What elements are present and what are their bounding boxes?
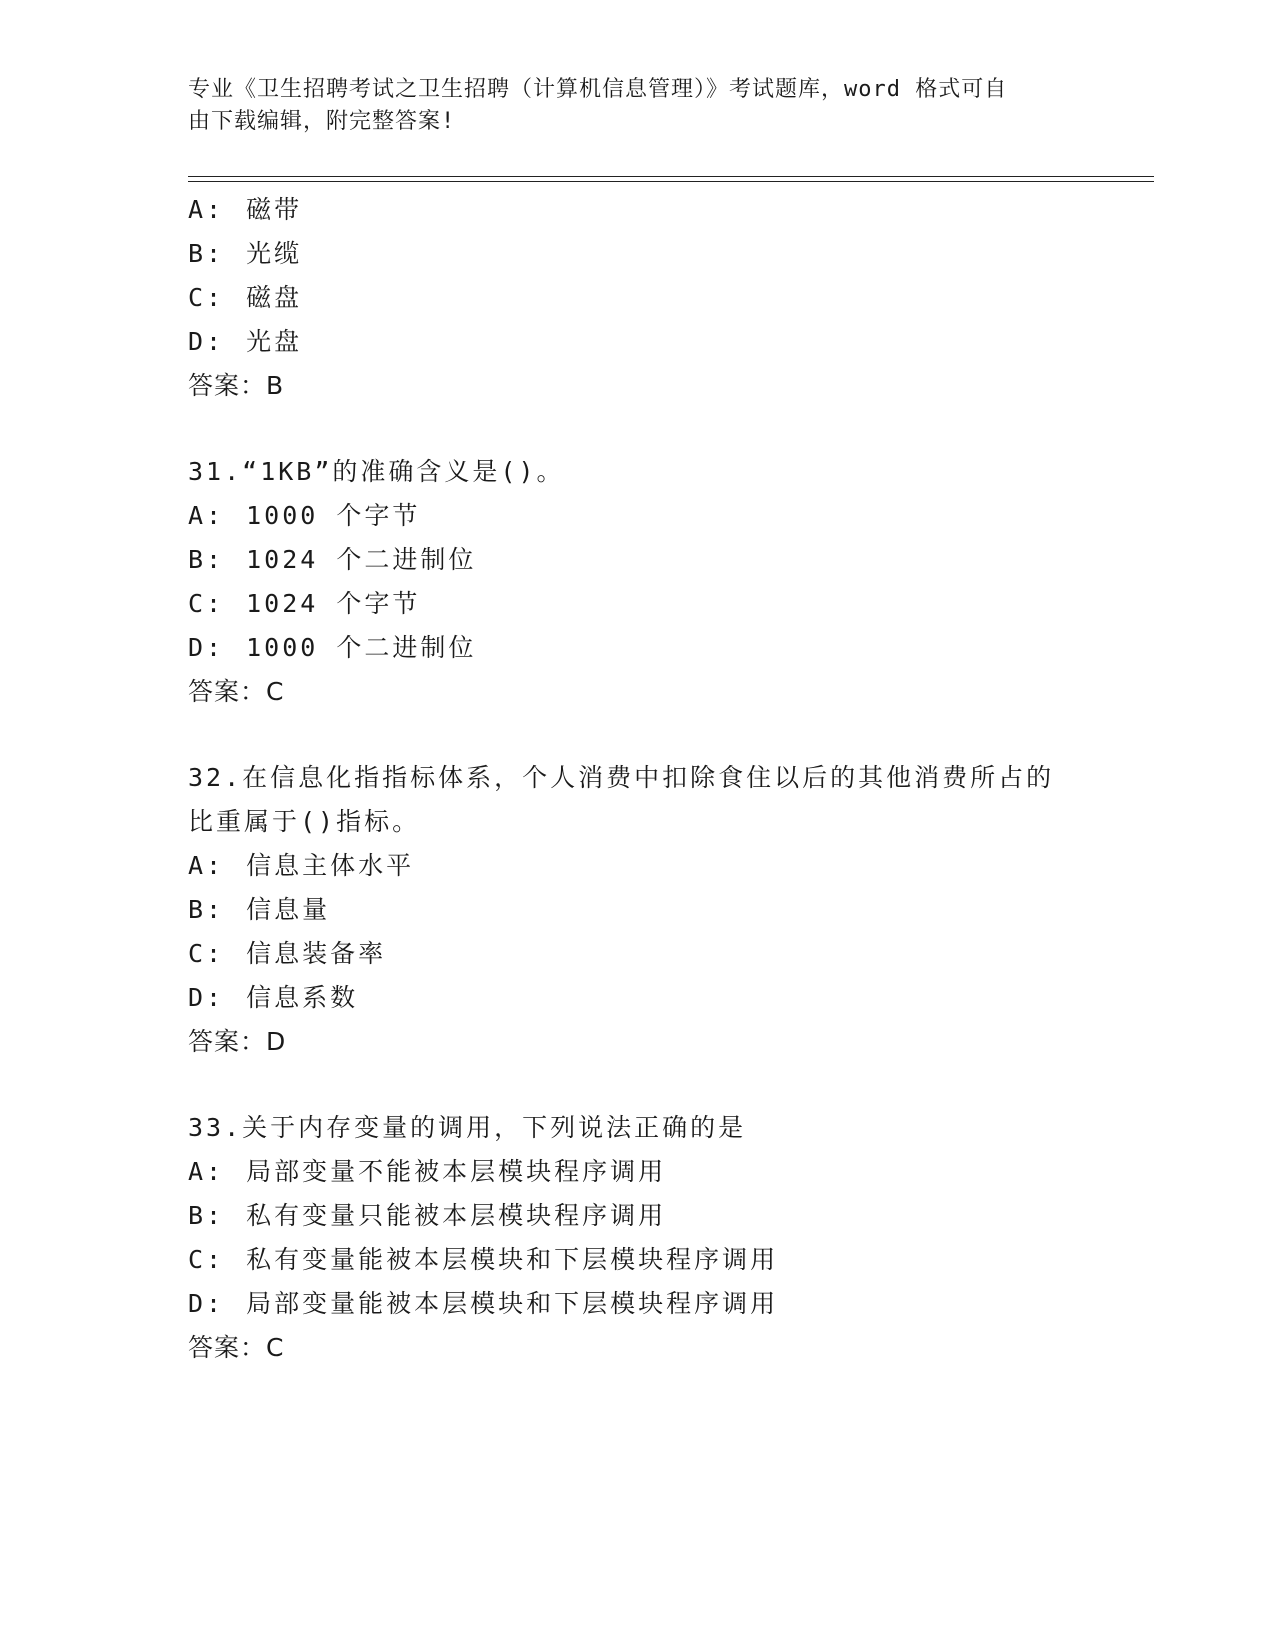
header-rule-bottom [188,181,1154,182]
option-text: 磁带 [246,195,303,224]
option-a [188,194,302,226]
option-c [188,588,420,620]
option-text: 私有变量只能被本层模块程序调用 [246,1201,667,1230]
option-b [188,1200,666,1232]
answer-line: 答案：C [188,677,285,706]
option-letter: D: [188,633,225,662]
answer-line: 答案：C [188,1333,285,1362]
option-b [188,544,476,576]
option-d [188,632,476,664]
option-d [188,1288,778,1320]
header-rule-top [188,176,1154,177]
option-letter: A: [188,851,225,880]
option-d [188,982,358,1014]
option-text: 1024 个字节 [246,589,421,618]
option-letter: B: [188,545,225,574]
answer-line: 答案：D [188,1027,287,1056]
question-stem-continued: 比重属于()指标。 [188,807,421,836]
option-letter: B: [188,1201,225,1230]
question-stem: 32.在信息化指指标体系，个人消费中扣除食住以后的其他消费所占的 [188,763,1055,792]
option-text: 局部变量能被本层模块和下层模块程序调用 [246,1289,779,1318]
option-letter: D: [188,1289,225,1318]
option-letter: B: [188,895,225,924]
option-d [188,326,302,358]
question-stem: 33.关于内存变量的调用，下列说法正确的是 [188,1113,747,1142]
option-text: 信息主体水平 [246,851,415,880]
option-letter: A: [188,1157,225,1186]
option-c [188,938,386,970]
option-text: 1000 个二进制位 [246,633,477,662]
option-b [188,894,330,926]
document-header [188,74,1088,138]
option-text: 信息装备率 [246,939,387,968]
option-text: 光盘 [246,327,303,356]
option-text: 磁盘 [246,283,303,312]
option-letter: A: [188,195,225,224]
option-text: 信息系数 [246,983,359,1012]
option-letter: D: [188,327,225,356]
option-text: 1000 个字节 [246,501,421,530]
option-text: 私有变量能被本层模块和下层模块程序调用 [246,1245,779,1274]
question-stem: 31.“1KB”的准确含义是()。 [188,457,565,486]
option-letter: B: [188,239,225,268]
header-line-1: 专业《卫生招聘考试之卫生招聘（计算机信息管理）》考试题库，word 格式可自 [188,77,1008,102]
option-letter: C: [188,939,225,968]
answer-line: 答案：B [188,371,285,400]
option-letter: C: [188,589,225,618]
option-c [188,1244,778,1276]
option-text: 光缆 [246,239,303,268]
option-letter: D: [188,983,225,1012]
option-letter: C: [188,283,225,312]
option-letter: A: [188,501,225,530]
option-text: 信息量 [246,895,331,924]
option-text: 1024 个二进制位 [246,545,477,574]
option-letter: C: [188,1245,225,1274]
option-a [188,850,414,882]
option-a [188,500,420,532]
option-c [188,282,302,314]
option-text: 局部变量不能被本层模块程序调用 [246,1157,667,1186]
option-b [188,238,302,270]
header-line-2: 由下载编辑，附完整答案! [188,109,456,134]
option-a [188,1156,666,1188]
